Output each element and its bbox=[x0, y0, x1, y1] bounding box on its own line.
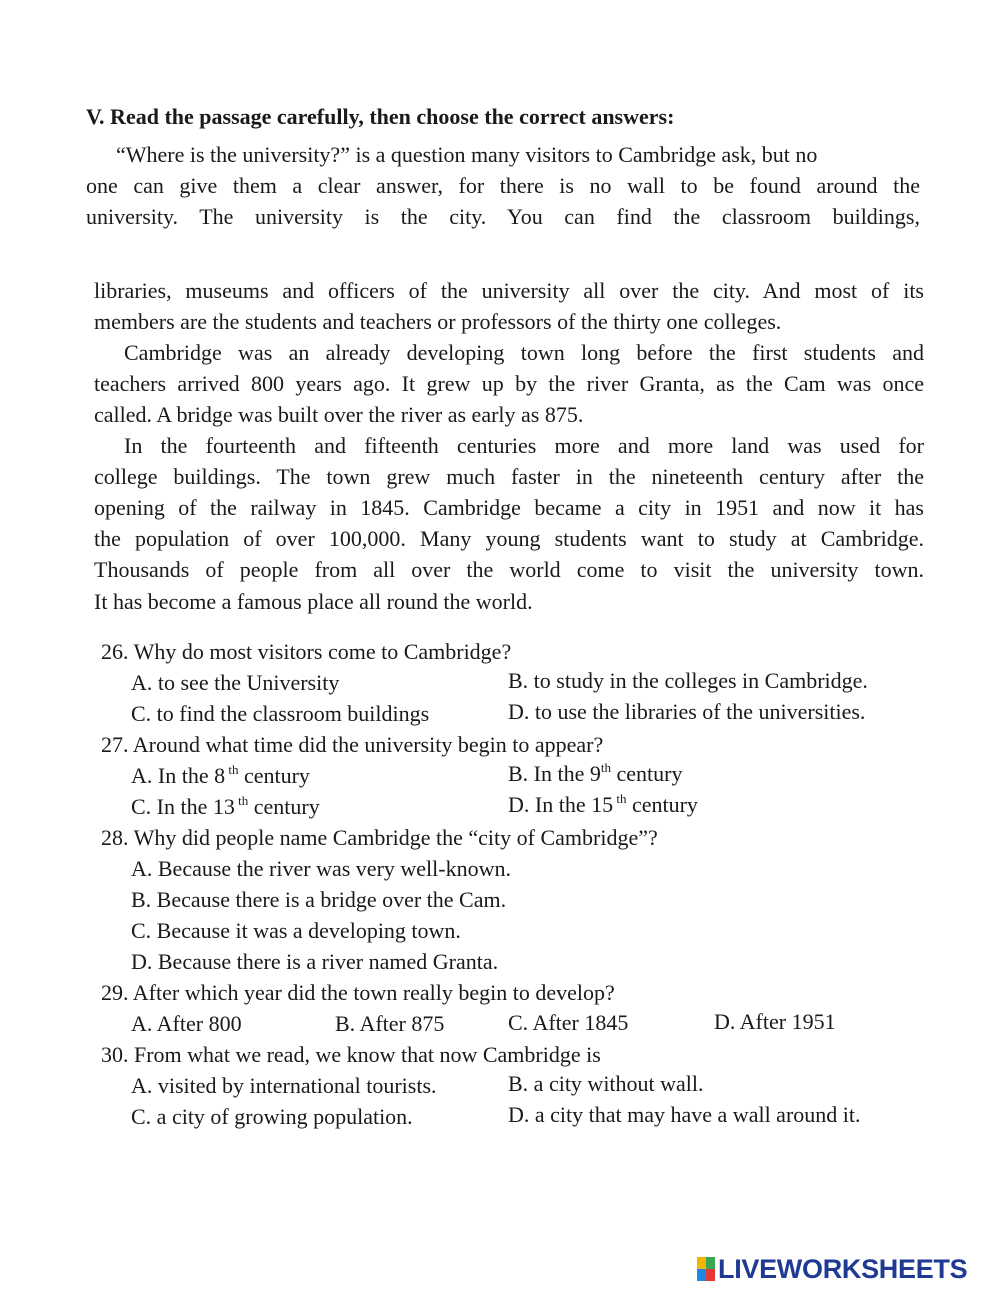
q27-c-post: century bbox=[253, 794, 320, 819]
passage-line: the population of over 100,000. Many young students want to study at Cambridge. bbox=[94, 526, 924, 551]
q30-option-b[interactable]: B. a city without wall. bbox=[508, 1071, 704, 1096]
q26-option-b[interactable]: B. to study in the colleges in Cambridge. bbox=[508, 668, 868, 693]
q28-option-a[interactable]: A. Because the river was very well-known. bbox=[131, 856, 511, 881]
question-28: 28. Why did people name Cambridge the “city of Cambridge”? bbox=[101, 825, 658, 850]
exercise-heading: V. Read the passage carefully, then choose the correct answers: bbox=[86, 104, 675, 129]
q26-option-c[interactable]: C. to find the classroom buildings bbox=[131, 701, 430, 726]
passage-line: university. The university is the city. You can find the classroom buildings, bbox=[86, 204, 920, 229]
passage-line: one can give them a clear answer, for there is no wall to be found around the bbox=[86, 173, 920, 198]
q27-b-text: B. In the 9 bbox=[508, 761, 601, 786]
question-30: 30. From what we read, we know that now Cambridge is bbox=[101, 1042, 601, 1067]
liveworksheets-logo[interactable] bbox=[697, 1254, 967, 1284]
q27-a-text: A. In the 8 bbox=[131, 763, 226, 788]
passage-line: “Where is the university?” is a question many visitors to Cambridge ask, but no bbox=[116, 142, 818, 167]
q27-option-b[interactable] bbox=[508, 759, 682, 789]
q29-option-a[interactable]: A. After 800 bbox=[131, 1011, 242, 1036]
q27-c-text: C. In the 13 bbox=[131, 794, 235, 819]
q27-option-d[interactable] bbox=[508, 790, 698, 820]
q29-option-c[interactable]: C. After 1845 bbox=[508, 1010, 629, 1035]
passage-line: college buildings. The town grew much faster in the nineteenth century after the bbox=[94, 464, 924, 489]
q29-option-b[interactable]: B. After 875 bbox=[335, 1011, 445, 1036]
passage-line: Thousands of people from all over the world come to visit the university town. bbox=[94, 557, 924, 582]
q29-option-d[interactable]: D. After 1951 bbox=[714, 1009, 836, 1034]
q30-option-c[interactable]: C. a city of growing population. bbox=[131, 1104, 413, 1129]
q27-a-sup: th bbox=[228, 762, 239, 777]
q27-b-sup: th bbox=[600, 760, 612, 775]
question-26: 26. Why do most visitors come to Cambridge? bbox=[101, 639, 512, 664]
passage-line: It has become a famous place all round the world. bbox=[94, 589, 533, 614]
q27-b-post: century bbox=[616, 761, 683, 786]
q27-d-text: D. In the 15 bbox=[508, 792, 614, 817]
passage-line: In the fourteenth and fifteenth centuries more and more land was used for bbox=[124, 433, 924, 458]
q30-option-a[interactable]: A. visited by international tourists. bbox=[131, 1073, 437, 1098]
passage-line: members are the students and teachers or professors of the thirty one colleges. bbox=[94, 309, 782, 334]
q28-option-d[interactable]: D. Because there is a river named Granta. bbox=[131, 949, 499, 974]
q27-option-c[interactable] bbox=[131, 792, 320, 822]
passage-line: opening of the railway in 1845. Cambridge became a city in 1951 and now it has bbox=[94, 495, 924, 520]
passage-line: Cambridge was an already developing town long before the first students and bbox=[124, 340, 924, 365]
q27-d-sup: th bbox=[616, 791, 627, 806]
question-29: 29. After which year did the town really begin to develop? bbox=[101, 980, 615, 1005]
q28-option-c[interactable]: C. Because it was a developing town. bbox=[131, 918, 461, 943]
q30-option-d[interactable]: D. a city that may have a wall around it. bbox=[508, 1102, 861, 1127]
q27-a-post: century bbox=[243, 763, 310, 788]
logo-text: LIVEWORKSHEETS bbox=[718, 1253, 968, 1284]
passage-line: libraries, museums and officers of the university all over the city. And most of its bbox=[94, 278, 924, 303]
liveworksheets-logo-icon bbox=[697, 1257, 715, 1281]
question-27: 27. Around what time did the university begin to appear? bbox=[101, 732, 604, 757]
q28-option-b[interactable]: B. Because there is a bridge over the Cam. bbox=[131, 887, 507, 912]
q27-c-sup: th bbox=[238, 793, 249, 808]
q27-d-post: century bbox=[631, 792, 698, 817]
q27-option-a[interactable] bbox=[131, 761, 310, 791]
passage-line: called. A bridge was built over the river as early as 875. bbox=[94, 402, 584, 427]
q26-option-a[interactable]: A. to see the University bbox=[131, 670, 340, 695]
passage-line: teachers arrived 800 years ago. It grew up by the river Granta, as the Cam was once bbox=[94, 371, 924, 396]
q26-option-d[interactable]: D. to use the libraries of the universities. bbox=[508, 699, 866, 724]
